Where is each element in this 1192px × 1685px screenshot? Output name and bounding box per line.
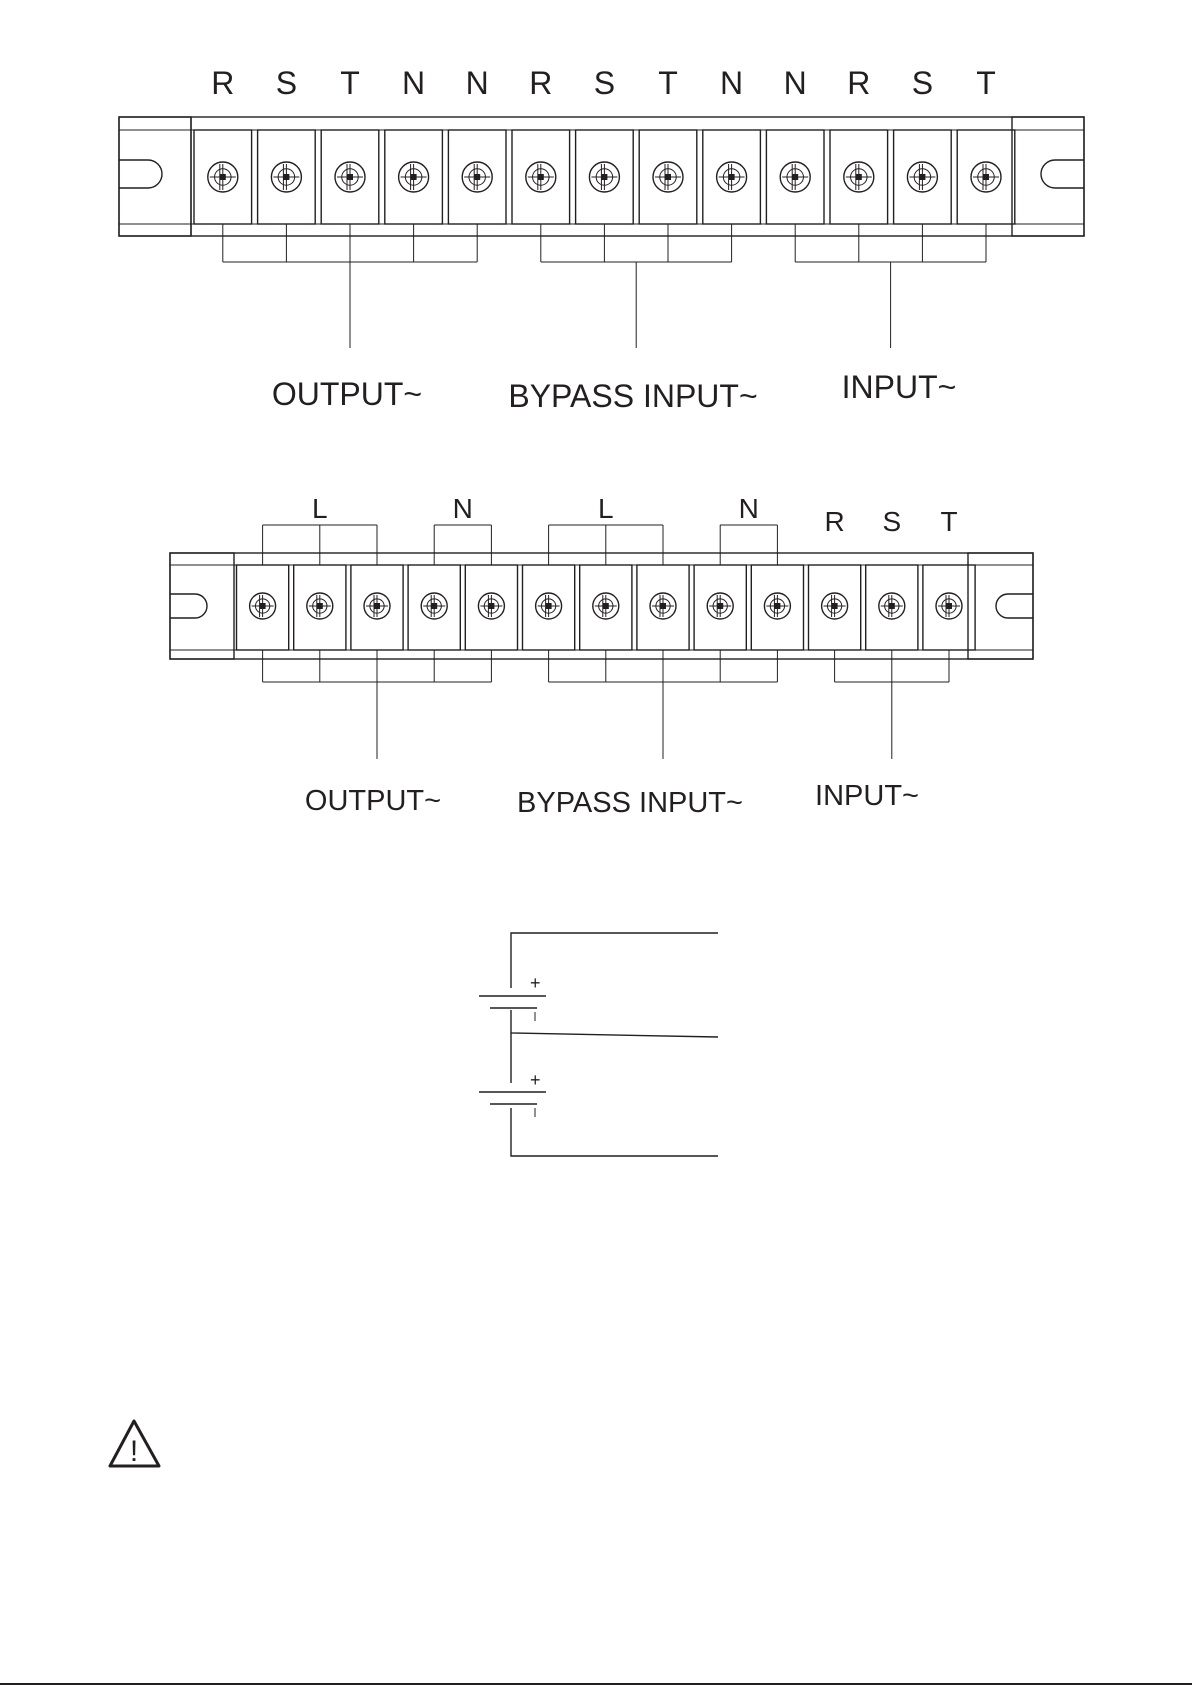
top-label-2-3: L [598,493,614,524]
terminal-label-1-6: R [529,65,553,101]
battery-wire-middle-upper [511,1010,718,1037]
battery-cell-2 [479,1070,546,1117]
terminals-2 [237,565,976,650]
terminal-2-7 [580,565,632,650]
terminal-label-1-12: S [911,65,934,101]
mounting-slot-right-1 [1012,117,1084,236]
terminal-1-1 [194,130,252,224]
group-label-bypass-input: BYPASS INPUT~ [508,378,758,414]
terminal-1-10 [766,130,824,224]
top-label-2-5: R [824,506,845,537]
bridge-link-4 [720,525,777,565]
battery-cell-1 [479,973,546,1021]
terminal-2-10 [751,565,803,650]
terminal-labels-2 [263,493,958,565]
terminal-1-6 [512,130,570,224]
terminal-1-11 [830,130,888,224]
terminal-label-1-13: T [976,65,996,101]
group-connectors-1 [223,224,986,414]
terminals-1 [194,130,1015,224]
terminal-1-8 [639,130,697,224]
mounting-slot-left-1 [119,117,191,236]
group-connectors-2 [263,650,949,819]
top-label-2-6: S [882,506,902,537]
terminal-2-3 [351,565,403,650]
mounting-slot-right-2 [968,553,1033,659]
terminal-1-3 [321,130,379,224]
group-label-input: INPUT~ [815,780,919,812]
group-bracket-1-2 [508,224,757,414]
terminal-1-13 [957,130,1015,224]
terminal-label-1-4: N [402,65,426,101]
group-label-bypass-input: BYPASS INPUT~ [517,787,743,819]
top-label-2-1: L [312,493,328,524]
terminal-labels-1 [211,65,996,101]
terminal-label-1-3: T [340,65,360,101]
bridge-link-1 [263,525,377,565]
terminal-2-1 [237,565,289,650]
group-bracket-2-2 [517,650,777,819]
group-bracket-1-1 [223,224,477,412]
battery-cell-2-plus: + [530,1070,541,1090]
terminal-2-4 [408,565,460,650]
terminal-1-2 [258,130,316,224]
warning-glyph: ! [129,1435,139,1468]
mounting-slot-left-2 [170,553,234,659]
battery-cell-1-plus: + [530,973,541,993]
terminal-block-1 [119,65,1084,414]
terminal-label-1-2: S [275,65,298,101]
top-label-2-2: N [452,493,473,524]
warning-triangle-icon [110,1421,159,1468]
terminal-label-1-7: S [593,65,616,101]
terminal-2-13 [923,565,975,650]
group-bracket-2-1 [263,650,492,817]
group-bracket-1-3 [795,224,986,405]
terminal-2-12 [866,565,918,650]
terminal-label-1-11: R [847,65,871,101]
bridge-link-2 [434,525,491,565]
terminal-label-1-9: N [720,65,744,101]
terminal-label-1-5: N [465,65,489,101]
terminal-2-11 [809,565,861,650]
terminal-1-4 [385,130,443,224]
terminal-1-12 [894,130,952,224]
top-label-2-7: T [940,506,958,537]
terminal-2-9 [694,565,746,650]
terminal-1-9 [703,130,761,224]
top-label-2-4: N [738,493,759,524]
terminal-block-2 [170,493,1033,819]
battery-schematic [479,933,718,1156]
battery-wire-positive [511,933,718,988]
terminal-1-7 [576,130,634,224]
group-label-output: OUTPUT~ [304,785,442,817]
group-bracket-2-3 [815,650,949,812]
bridge-link-3 [549,525,663,565]
terminal-2-8 [637,565,689,650]
terminal-label-1-10: N [783,65,807,101]
group-label-input: INPUT~ [841,369,957,405]
battery-wire-negative [511,1108,718,1156]
terminal-2-2 [294,565,346,650]
terminal-label-1-8: T [658,65,678,101]
terminal-2-5 [465,565,517,650]
terminal-1-5 [448,130,506,224]
terminal-2-6 [523,565,575,650]
terminal-label-1-1: R [211,65,235,101]
group-label-output: OUTPUT~ [271,376,423,412]
